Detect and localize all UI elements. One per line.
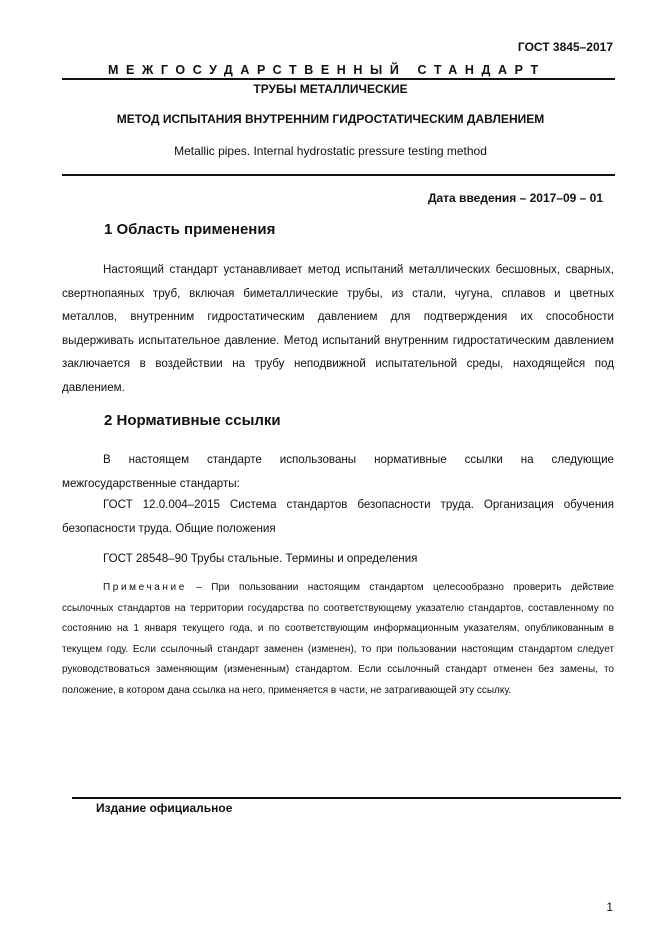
top-divider — [62, 78, 615, 80]
title-divider — [62, 174, 615, 176]
reference-2-text: ГОСТ 28548–90 Трубы стальные. Термины и определения — [103, 552, 418, 565]
official-edition-label: Издание официальное — [96, 801, 233, 815]
note-block — [62, 578, 614, 702]
reference-item-1 — [62, 493, 614, 540]
note-paragraph — [62, 578, 614, 702]
page-number: 1 — [606, 900, 613, 914]
note-label: Примечание — [103, 582, 187, 593]
section2-heading: 2 Нормативные ссылки — [104, 412, 281, 429]
introduction-date: Дата введения – 2017–09 – 01 — [427, 191, 603, 205]
section1-heading: 1 Область применения — [104, 221, 276, 238]
section1-paragraph — [62, 258, 614, 399]
interstate-standard-heading: МЕЖГОСУДАРСТВЕННЫЙ СТАНДАРТ — [108, 63, 546, 77]
section1-text: Настоящий стандарт устанавливает метод испытаний металлических бесшовных, сварных, свертнопаяных труб, включая биметаллические трубы, из стали, чугуна, сплавов и цветных металлов, внутренним гидростатическим давлением для подтверждения их способности выдерживать испытательное давление. Метод испытаний внутренним гидростатическим давлением заключается в воздействии на трубу неподвижной испытательной среды, находящейся под давлением. — [62, 263, 614, 394]
reference-1-text: ГОСТ 12.0.004–2015 Система стандартов безопасности труда. Организация обучения безопасности труда. Общие положения — [62, 498, 614, 535]
section2-intro-paragraph — [62, 448, 614, 495]
document-title-line2: МЕТОД ИСПЫТАНИЯ ВНУТРЕННИМ ГИДРОСТАТИЧЕСКИМ ДАВЛЕНИЕМ — [116, 112, 545, 126]
footer-divider — [72, 797, 621, 799]
section2-intro-text: В настоящем стандарте использованы нормативные ссылки на следующие межгосударственные стандарты: — [62, 453, 614, 490]
reference-item-2 — [62, 547, 614, 571]
document-title-english: Metallic pipes. Internal hydrostatic pressure testing method — [174, 144, 487, 158]
standard-code: ГОСТ 3845–2017 — [517, 40, 613, 54]
note-text: – При пользовании настоящим стандартом целесообразно проверить действие ссылочных стандартов на территории государства по соответствующему указателю стандартов, составленному по состоянию на 1 января текущего года, и по соответствующим информационным указателям, опубликованным в текущем году. Если ссылочный стандарт заменен (изменен), то при пользовании настоящим стандартом следует руководствоваться заменяющим (измененным) стандартом. Если ссылочный стандарт отменен без замены, то положение, в котором дана ссылка на него, применяется в части, не затрагивающей эту ссылку. — [62, 582, 614, 696]
document-title-line1: ТРУБЫ МЕТАЛЛИЧЕСКИЕ — [253, 82, 408, 96]
